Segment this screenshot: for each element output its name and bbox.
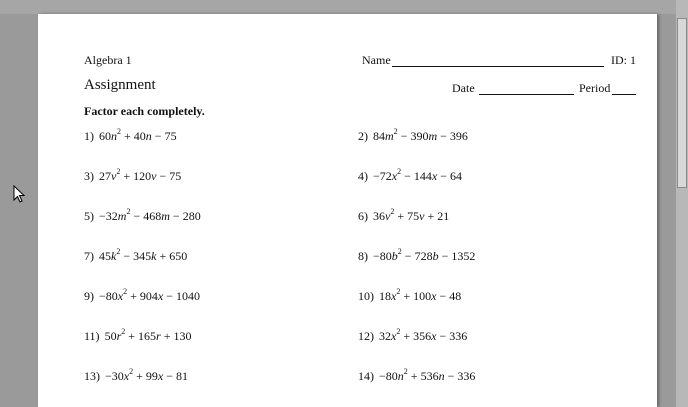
coefficient: 100 [413, 289, 432, 303]
coefficient: 48 [449, 289, 462, 303]
operator: + [125, 329, 139, 343]
operator: − [130, 209, 144, 223]
coefficient: 84 [373, 129, 385, 143]
instructions: Factor each completely. [84, 104, 205, 118]
coefficient: −30 [105, 369, 124, 383]
problem-number: 9) [84, 289, 94, 303]
variable: r [156, 329, 161, 343]
variable: k [111, 249, 117, 263]
coefficient: 75 [169, 169, 182, 183]
coefficient: 40 [133, 129, 146, 143]
operator: + [121, 129, 134, 143]
coefficient: 904 [139, 289, 158, 303]
variable: x [391, 169, 398, 183]
coefficient: 18 [379, 289, 391, 303]
problem-number: 1) [84, 129, 94, 143]
variable: v [385, 209, 391, 223]
variable: v [111, 169, 117, 183]
exponent: 2 [397, 247, 402, 256]
operator: + [120, 169, 134, 183]
problem-number: 4) [358, 169, 368, 183]
coefficient: 120 [133, 169, 152, 183]
coefficient: 728 [414, 249, 433, 263]
coefficient: 356 [413, 329, 432, 343]
exponent: 2 [123, 287, 128, 296]
operator: − [401, 249, 415, 263]
operator: − [151, 129, 165, 143]
variable: n [111, 129, 117, 143]
problem-8 [358, 249, 475, 264]
coefficient: 396 [449, 129, 468, 143]
problem-10 [358, 289, 461, 304]
coefficient: 280 [182, 209, 201, 223]
variable: m [385, 129, 394, 143]
problem-number: 6) [358, 209, 368, 223]
coefficient: 64 [450, 169, 462, 183]
variable: x [117, 289, 124, 303]
variable: n [438, 369, 445, 383]
operator: + [424, 209, 438, 223]
exponent: 2 [116, 167, 121, 176]
coefficient: 468 [143, 209, 162, 223]
operator: − [169, 209, 183, 223]
coefficient: 165 [138, 329, 157, 343]
variable: b [432, 249, 439, 263]
course-name: Algebra 1 [84, 53, 132, 67]
operator: + [127, 289, 140, 303]
operator: − [444, 369, 458, 383]
period-label: Period [579, 81, 611, 95]
coefficient: 60 [99, 129, 111, 143]
exponent: 2 [126, 207, 131, 216]
exponent: 2 [116, 247, 121, 256]
coefficient: −80 [99, 289, 118, 303]
scrollbar-thumb[interactable] [677, 18, 687, 188]
problem-14 [358, 369, 475, 384]
operator: − [437, 169, 450, 183]
variable: x [391, 289, 397, 303]
exponent: 2 [390, 207, 395, 216]
variable: x [123, 369, 130, 383]
variable: v [419, 209, 425, 223]
operator: − [163, 369, 176, 383]
problem-13 [84, 369, 188, 384]
problem-3 [84, 169, 181, 184]
variable: n [397, 369, 404, 383]
exponent: 2 [129, 367, 134, 376]
operator: − [438, 249, 452, 263]
variable: x [431, 289, 437, 303]
coefficient: 345 [133, 249, 152, 263]
coefficient: 36 [373, 209, 385, 223]
problem-number: 13) [84, 369, 100, 383]
problem-5 [84, 209, 201, 224]
coefficient: 1040 [176, 289, 200, 303]
variable: b [391, 249, 398, 263]
coefficient: 390 [410, 129, 429, 143]
coefficient: 81 [176, 369, 188, 383]
coefficient: 45 [99, 249, 111, 263]
coefficient: 144 [413, 169, 432, 183]
coefficient: 130 [173, 329, 192, 343]
problem-number: 11) [84, 329, 100, 343]
variable: v [151, 169, 157, 183]
date-blank-line [479, 94, 574, 95]
exponent: 2 [396, 327, 401, 336]
coefficient: 27 [99, 169, 111, 183]
operator: − [436, 289, 450, 303]
operator: − [156, 169, 170, 183]
problem-2 [358, 129, 468, 144]
operator: − [163, 289, 176, 303]
problem-number: 7) [84, 249, 94, 263]
coefficient: 99 [145, 369, 158, 383]
variable: k [151, 249, 157, 263]
vertical-scrollbar[interactable] [676, 0, 688, 407]
operator: + [156, 249, 170, 263]
exponent: 2 [121, 327, 126, 336]
date-label: Date [452, 81, 475, 95]
problem-number: 5) [84, 209, 94, 223]
exponent: 2 [396, 287, 401, 296]
operator: + [400, 289, 414, 303]
exponent: 2 [397, 167, 402, 176]
problem-number: 12) [358, 329, 374, 343]
operator: + [400, 329, 414, 343]
coefficient: 536 [420, 369, 439, 383]
variable: x [431, 169, 438, 183]
name-blank-line [392, 66, 604, 67]
problem-12 [358, 329, 467, 344]
variable: x [391, 329, 397, 343]
coefficient: 21 [437, 209, 450, 223]
mouse-cursor-icon [13, 185, 25, 203]
problem-9 [84, 289, 200, 304]
id-label: ID: 1 [611, 53, 636, 67]
coefficient: 336 [457, 369, 476, 383]
problem-4 [358, 169, 462, 184]
problem-number: 8) [358, 249, 368, 263]
operator: + [160, 329, 174, 343]
problem-11 [84, 329, 191, 344]
operator: − [120, 249, 134, 263]
variable: m [161, 209, 170, 223]
coefficient: 75 [407, 209, 420, 223]
operator: − [401, 169, 414, 183]
coefficient: 75 [164, 129, 177, 143]
problem-number: 10) [358, 289, 374, 303]
problem-number: 14) [358, 369, 374, 383]
problem-1 [84, 129, 177, 144]
coefficient: −72 [373, 169, 392, 183]
coefficient: 650 [169, 249, 188, 263]
variable: m [117, 209, 127, 223]
name-label: Name [362, 53, 391, 67]
variable: x [157, 289, 164, 303]
coefficient: 336 [449, 329, 468, 343]
period-blank-line [612, 94, 636, 95]
document-page [38, 14, 657, 407]
coefficient: −80 [379, 369, 398, 383]
coefficient: 32 [379, 329, 391, 343]
page-title: Assignment [84, 77, 156, 93]
operator: + [133, 369, 146, 383]
viewer-toolbar-strip [0, 0, 688, 14]
problem-7 [84, 249, 187, 264]
exponent: 2 [117, 127, 121, 136]
coefficient: −80 [373, 249, 392, 263]
variable: m [428, 129, 438, 143]
operator: − [436, 329, 450, 343]
variable: n [145, 129, 152, 143]
exponent: 2 [403, 367, 408, 376]
problem-number: 2) [358, 129, 368, 143]
variable: r [116, 329, 122, 343]
operator: − [437, 129, 450, 143]
problem-number: 3) [84, 169, 94, 183]
operator: + [407, 369, 421, 383]
exponent: 2 [393, 127, 398, 136]
coefficient: 50 [104, 329, 117, 343]
coefficient: 1352 [451, 249, 476, 263]
operator: + [394, 209, 408, 223]
operator: − [397, 129, 411, 143]
variable: x [157, 369, 164, 383]
problem-6 [358, 209, 449, 224]
coefficient: −32 [99, 209, 118, 223]
variable: x [431, 329, 437, 343]
